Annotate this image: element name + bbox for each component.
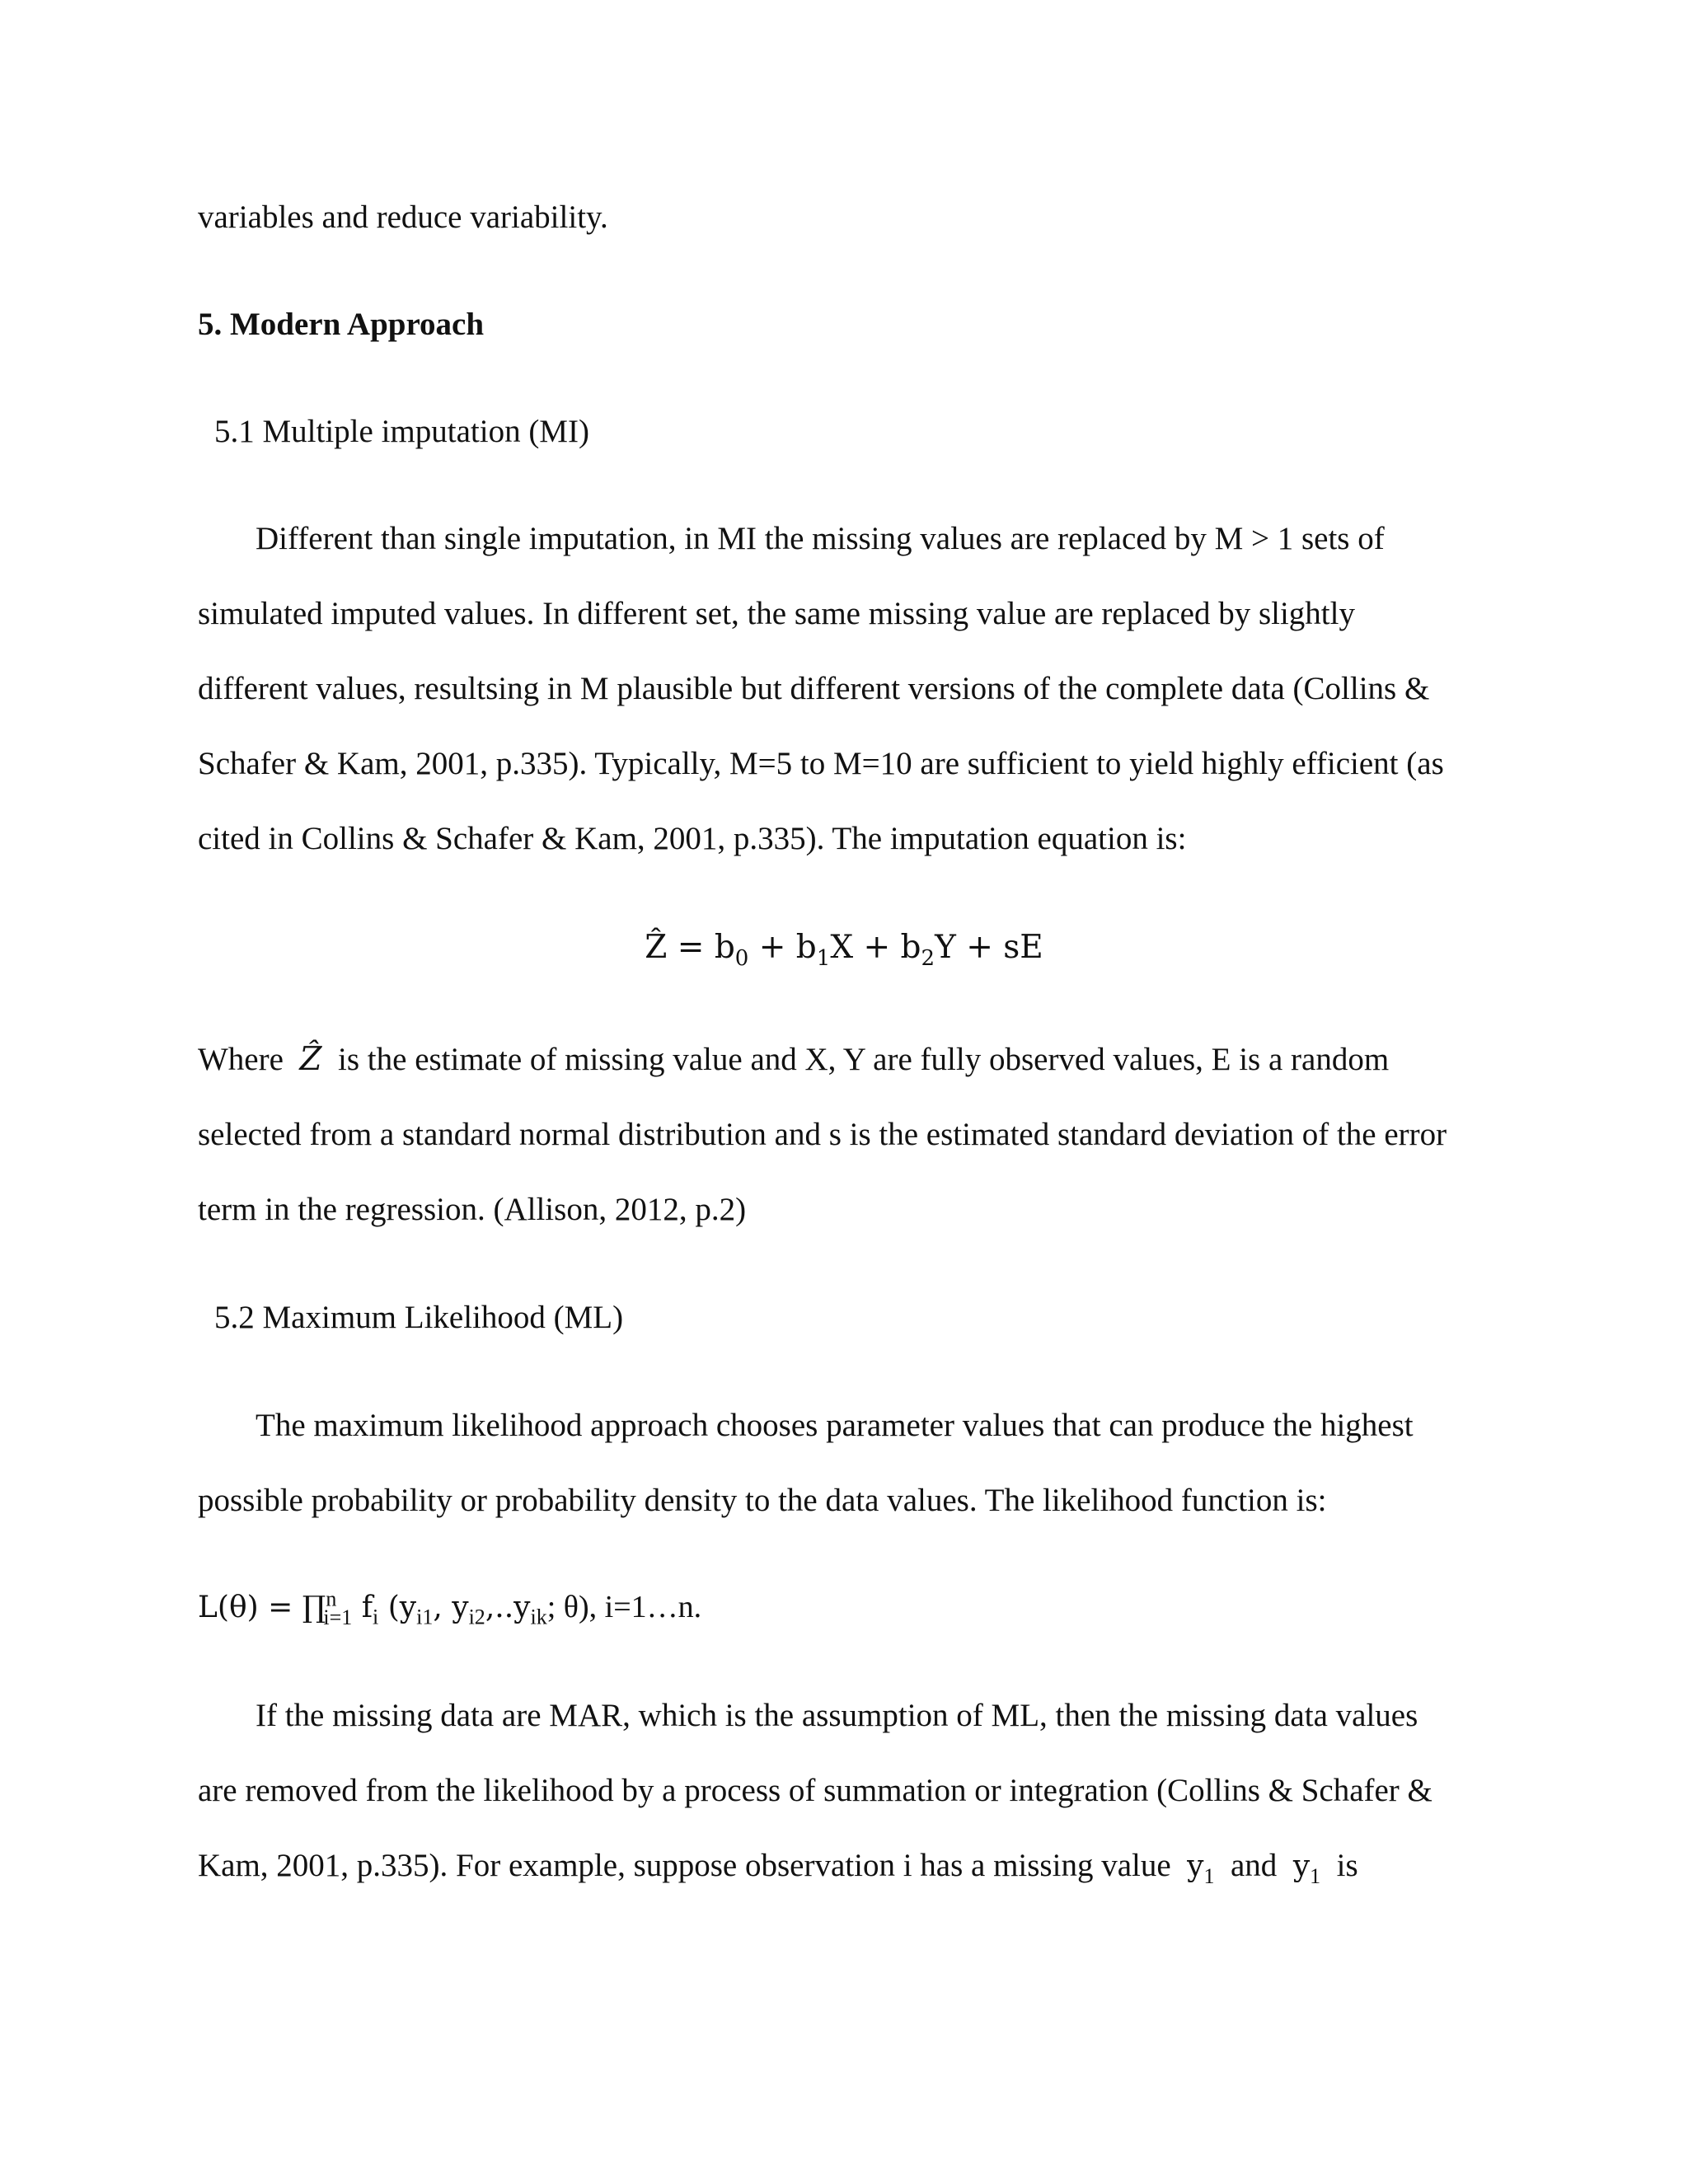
eq-part: + b <box>748 929 817 966</box>
text-span: is the estimate of missing value and X, Y are fully observed values, E is a random <box>338 1042 1390 1077</box>
paragraph-line: cited in Collins & Schafer & Kam, 2001, p.335). The imputation equation is: <box>198 821 1187 856</box>
z-hat-inline: Ẑ <box>299 1041 322 1078</box>
y1-symbol: y <box>1187 1849 1204 1883</box>
paragraph-line: Different than single imputation, in MI the missing values are replaced by M > 1 sets of <box>256 521 1385 556</box>
eq-part: = b <box>667 929 735 966</box>
eq-part: X + b <box>830 929 921 966</box>
likelihood-equation <box>198 1587 701 1628</box>
eq-subscript: 1 <box>816 945 831 971</box>
paragraph-line: The maximum likelihood approach chooses parameter values that can produce the highest <box>256 1408 1414 1443</box>
eq-part: ,..y <box>485 1591 531 1624</box>
section-heading: 5. Modern Approach <box>198 307 485 342</box>
eq-subscript: 2 <box>921 945 935 971</box>
paragraph-line: term in the regression. (Allison, 2012, p.2) <box>198 1192 747 1227</box>
eq-subscript: 0 <box>734 945 749 971</box>
eq-subscript: i1 <box>416 1605 434 1629</box>
text-span: is <box>1336 1848 1358 1883</box>
paragraph-line: simulated imputed values. In different set, the same missing value are replaced by slightly <box>198 596 1355 631</box>
eq-subscript: i <box>373 1605 379 1629</box>
eq-subscript: i2 <box>468 1605 485 1629</box>
text-line: variables and reduce variability. <box>198 199 608 235</box>
text-span: and <box>1231 1848 1278 1883</box>
eq-part: Y + sE <box>935 929 1043 966</box>
paragraph-line <box>198 1040 1389 1080</box>
eq-part: ; θ), i=1…n. <box>546 1590 702 1624</box>
eq-subscript: 1 <box>1203 1863 1215 1888</box>
subsection-heading: 5.2 Maximum Likelihood (ML) <box>214 1300 624 1335</box>
eq-subscript: i=1 <box>323 1605 353 1629</box>
y1-symbol: y <box>1292 1849 1311 1883</box>
paragraph-line: selected from a standard normal distribution and s is the estimated standard deviation of the error <box>198 1117 1447 1152</box>
eq-part: L(θ) = ∏ <box>198 1591 326 1624</box>
paragraph-line <box>198 1846 1358 1886</box>
text-span: Kam, 2001, p.335). For example, suppose observation i has a missing value <box>198 1848 1171 1883</box>
text-span: Where <box>198 1042 284 1077</box>
paragraph-line: Schafer & Kam, 2001, p.335). Typically, M=5 to M=10 are sufficient to yield highly efficient (as <box>198 746 1444 781</box>
paragraph-line: If the missing data are MAR, which is the assumption of ML, then the missing data values <box>256 1698 1418 1733</box>
z-hat-symbol: Ẑ <box>645 929 668 966</box>
eq-part: , y <box>433 1591 469 1624</box>
eq-superscript: n <box>326 1586 337 1611</box>
paragraph-line: different values, resultsing in M plausible but different versions of the complete data (Collins & <box>198 671 1430 706</box>
eq-subscript: ik <box>530 1605 547 1629</box>
eq-part: f <box>352 1591 373 1624</box>
subsection-heading: 5.1 Multiple imputation (MI) <box>214 414 589 449</box>
eq-subscript: 1 <box>1310 1863 1321 1888</box>
paragraph-line: possible probability or probability density to the data values. The likelihood function is: <box>198 1483 1327 1518</box>
eq-part: (y <box>378 1591 417 1624</box>
imputation-equation <box>0 928 1688 971</box>
paragraph-line: are removed from the likelihood by a process of summation or integration (Collins & Schafer & <box>198 1773 1432 1808</box>
